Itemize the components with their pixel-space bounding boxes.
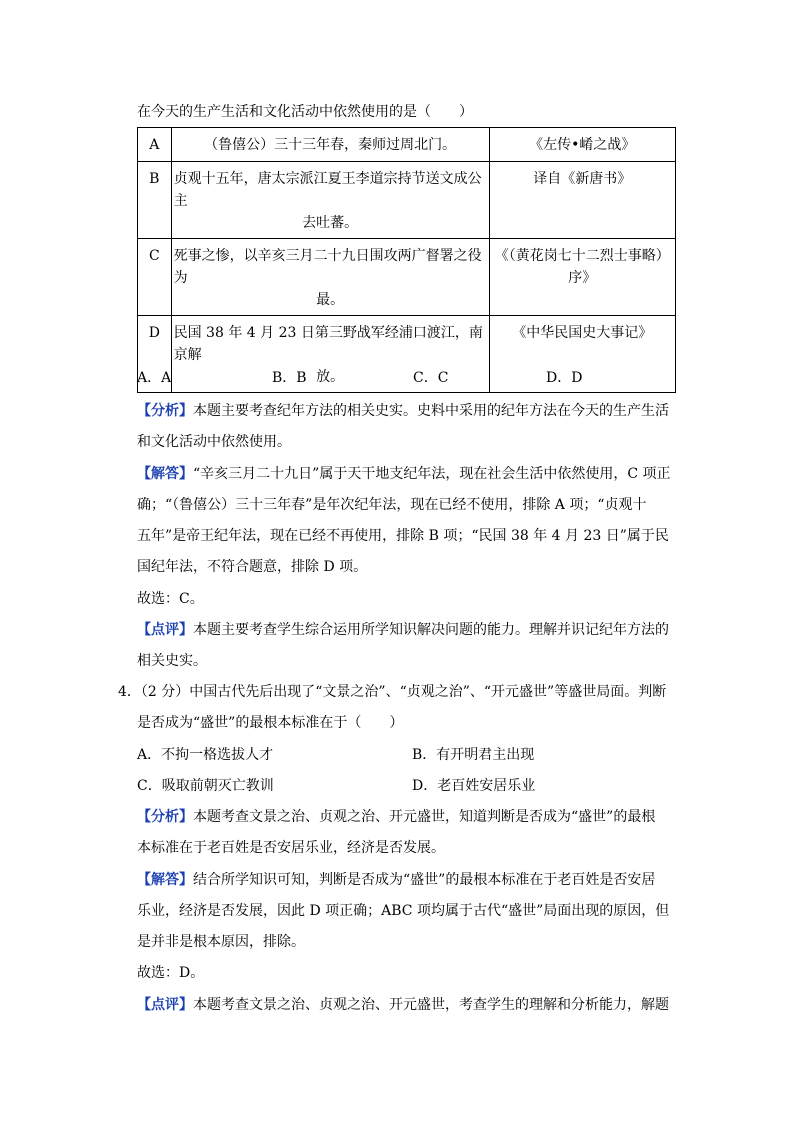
answer-line: 乐业，经济是否发展，因此 D 项正确；ABC 项均属于古代“盛世”局面出现的原因，但	[137, 903, 670, 919]
row-text-line: 放。	[316, 369, 345, 385]
choice-a: A．A	[137, 370, 172, 386]
row-source-line: 序》	[568, 270, 597, 286]
final-answer: 故选：D。	[137, 965, 205, 981]
analysis-text: 本题主要考查纪年方法的相关史实。史料中采用的纪年方法在今天的生产生活	[193, 403, 669, 419]
answer-tag: 【解答】	[137, 466, 193, 482]
comment-line: 相关史实。	[137, 653, 207, 669]
question-stem-tail: 在今天的生产生活和文化活动中依然使用的是（ ）	[137, 104, 473, 120]
row-text-line: 最。	[316, 292, 345, 308]
answer-line: 五年”是帝王纪年法，现在已经不再使用，排除 B 项；“民国 38 年 4 月 23 日”属于民	[137, 528, 669, 544]
row-text-line: 死事之惨，以辛亥三月二十九日围攻两广督署之役为	[173, 248, 482, 286]
analysis-line: 本标准在于老百姓是否安居乐业，经济是否发展。	[137, 840, 445, 856]
row-source: 《左传•崤之战》	[489, 128, 675, 162]
choice-b: B．B	[272, 370, 307, 386]
row-letter: B	[138, 162, 172, 239]
comment-text: 本题考查文景之治、贞观之治、开元盛世，考查学生的理解和分析能力，解题	[193, 997, 669, 1013]
question-4-stem: 是否成为“盛世”的最根本标准在于（ ）	[137, 715, 404, 731]
answer-text: “辛亥三月二十九日”属于天干地支纪年法，现在社会生活中依然使用，C 项正	[193, 466, 671, 482]
row-text	[171, 239, 489, 316]
row-text: （鲁僖公）三十三年春，秦师过周北门。	[171, 128, 489, 162]
choice-c: C．C	[413, 370, 449, 386]
answer-text: 结合所学知识可知，判断是否成为“盛世”的最根本标准在于老百姓是否安居	[193, 872, 656, 888]
answer-tag: 【解答】	[137, 872, 193, 888]
answer-line: 是并非是根本原因，排除。	[137, 934, 305, 950]
row-letter: C	[138, 239, 172, 316]
comment-text: 本题主要考查学生综合运用所学知识解决问题的能力。理解并识记纪年方法的	[193, 622, 669, 638]
comment-tag: 【点评】	[137, 622, 193, 638]
analysis-text: 本题考查文景之治、贞观之治、开元盛世，知道判断是否成为“盛世”的最根	[193, 809, 656, 825]
row-text-line: 民国 38 年 4 月 23 日第三野战军经浦口渡江，南京解	[173, 325, 483, 363]
answer-line: 国纪年法，不符合题意，排除 D 项。	[137, 559, 368, 575]
choice-d: D．D	[546, 370, 583, 386]
answer-line: 确；“（鲁僖公）三十三年春”是年次纪年法，现在已经不使用，排除 A 项；“贞观十	[137, 497, 647, 513]
analysis-line	[137, 401, 669, 421]
row-text	[171, 162, 489, 239]
row-text-line: 去吐蕃。	[302, 215, 359, 231]
choice-b: B．有开明君主出现	[412, 747, 535, 763]
comment-line	[137, 620, 669, 640]
row-letter: D	[138, 316, 172, 393]
row-source: 译自《新唐书》	[489, 162, 675, 239]
choice-c: C．吸取前朝灭亡教训	[137, 778, 274, 794]
answer-line	[137, 870, 655, 890]
table-row	[138, 239, 676, 316]
question-4-stem: 4．（2 分）中国古代先后出现了“文景之治”、“贞观之治”、“开元盛世”等盛世局面。判断	[118, 684, 667, 700]
row-letter: A	[138, 128, 172, 162]
row-text-line: 贞观十五年，唐太宗派江夏王李道宗持节送文成公主	[173, 171, 482, 209]
analysis-tag: 【分析】	[137, 403, 193, 419]
choice-d: D．老百姓安居乐业	[412, 778, 536, 794]
table-row	[138, 128, 676, 162]
row-source: 《中华民国史大事记》	[489, 316, 675, 393]
choice-a: A．不拘一格选拔人才	[137, 747, 274, 763]
options-table	[137, 127, 676, 393]
analysis-line	[137, 807, 655, 827]
analysis-line: 和文化活动中依然使用。	[137, 434, 291, 450]
row-source-line: 《（黄花岗七十二烈士事略）	[494, 248, 670, 264]
analysis-tag: 【分析】	[137, 809, 193, 825]
final-answer: 故选：C。	[137, 591, 204, 607]
answer-line	[137, 464, 670, 484]
row-source	[489, 239, 675, 316]
comment-tag: 【点评】	[137, 997, 193, 1013]
comment-line	[137, 995, 669, 1015]
table-row	[138, 162, 676, 239]
table-row	[138, 316, 676, 393]
